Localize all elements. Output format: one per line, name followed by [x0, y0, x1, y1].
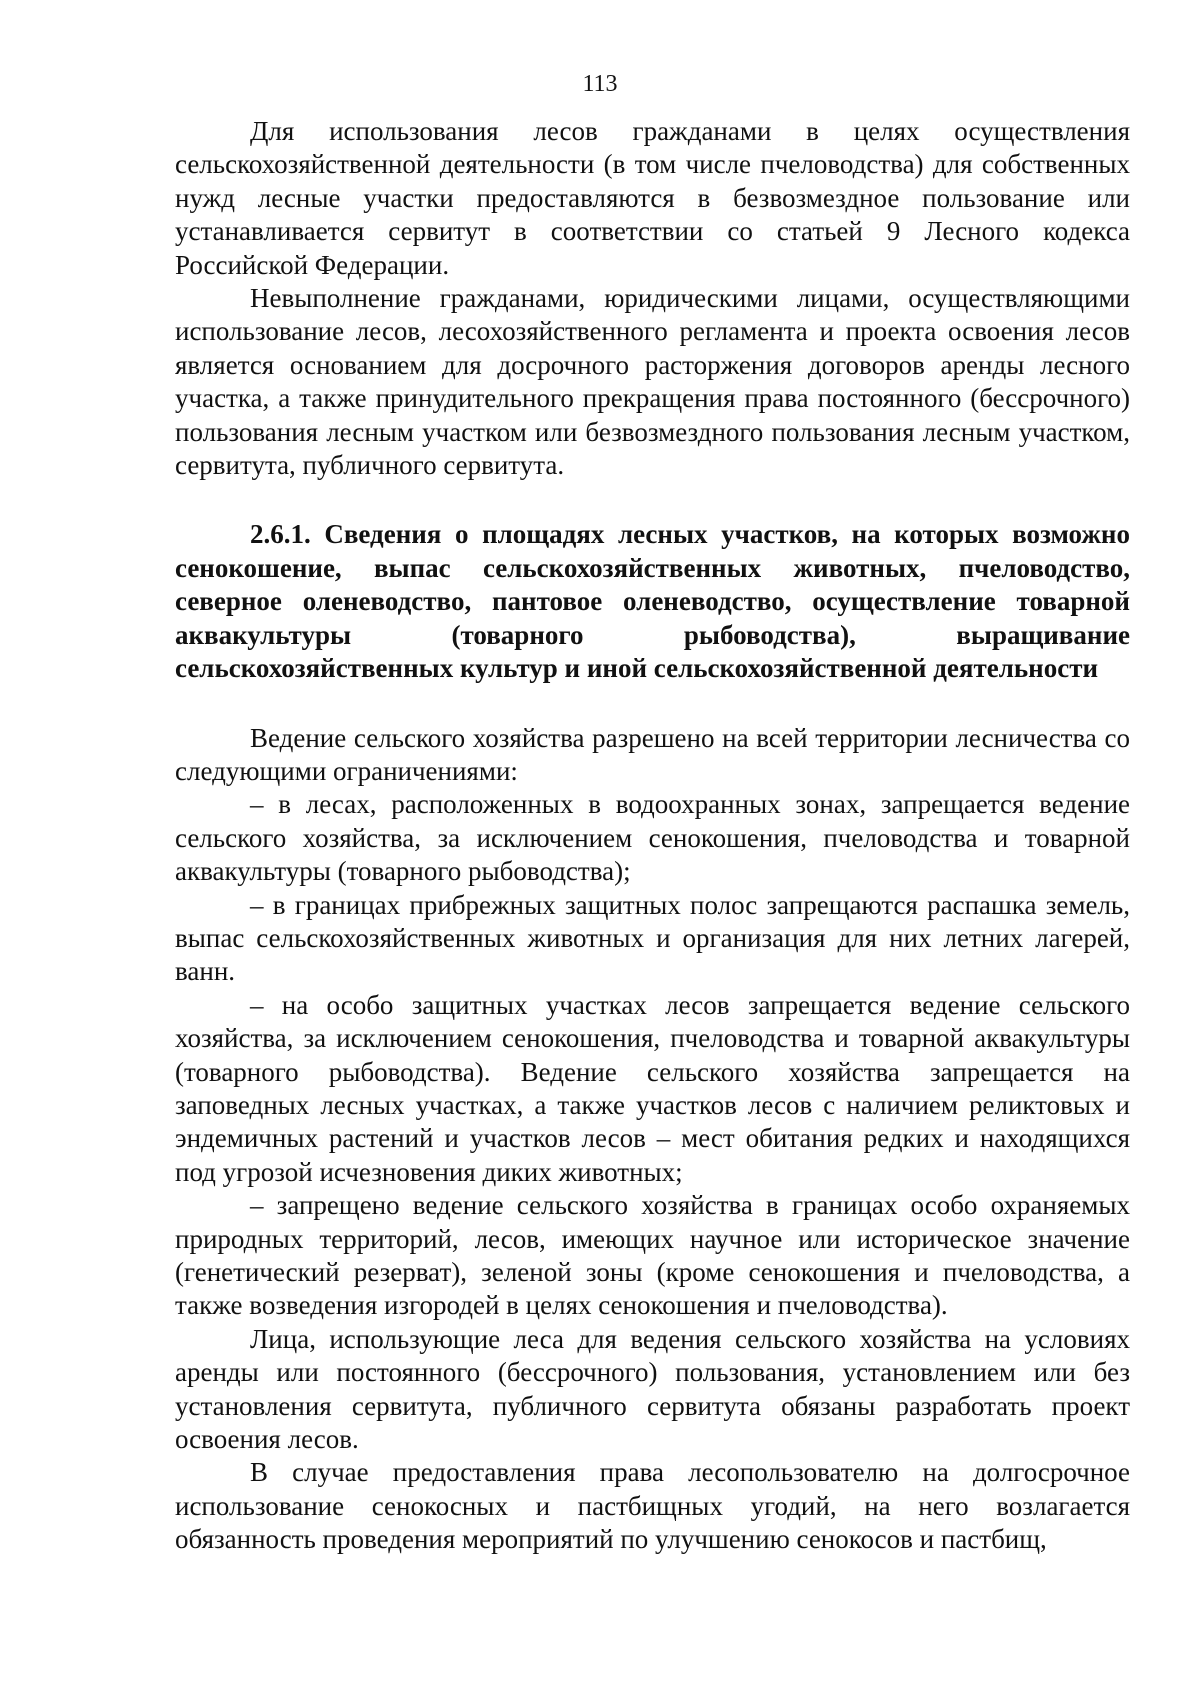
restriction-item: – в лесах, расположенных в водоохранных зонах, запрещается ведение сельского хозяйства, за исключением сенокошения, пчеловодства и товарной аквакультуры (товарного рыбоводства); [175, 789, 1130, 887]
paragraph-forest-development-project: Лица, использующие леса для ведения сельского хозяйства на условиях аренды или постоянного (бессрочного) пользования, установлением или без установления сервитута, публичного сервитута обязаны разработать проект освоения лесов. [175, 1323, 1130, 1455]
restriction-item: – запрещено ведение сельского хозяйства в границах особо охраняемых природных территорий, лесов, имеющих научное или историческое значение (генетический резерват), зеленой зоны (кроме сенокошения и пчеловодства, а также возведения изгородей в целях сенокошения и пчеловодства). [175, 1190, 1130, 1321]
section-heading: 2.6.1. Сведения о площадях лесных участков, на которых возможно сенокошение, выпас сельскохозяйственных животных, пчеловодство, северное оленеводство, пантовое оленеводство, осуществление товарной аквакультуры (товарного рыбоводства), выращивание сельскохозяйственных культур и иной сельскохозяйственной деятельности [175, 519, 1130, 684]
paragraph-non-compliance: Невыполнение гражданами, юридическими лицами, осуществляющими использование лесов, лесохозяйственного регламента и проекта освоения лесов является основанием для досрочного расторжения договоров аренды лесного участка, а также принудительного прекращения права постоянного (бессрочного) пользования лесным участком или безвозмездного пользования лесным участком, сервитута, публичного сервитута. [175, 283, 1130, 481]
restriction-item: – в границах прибрежных защитных полос запрещаются распашка земель, выпас сельскохозяйственных животных и организация для них летних лагерей, ванн. [175, 889, 1130, 987]
paragraph-forest-use-citizens: Для использования лесов гражданами в целях осуществления сельскохозяйственной деятельности (в том числе пчеловодства) для собственных нужд лесные участки предоставляются в безвозмездное пользование или устанавливается сервитут в соответствии со статьей 9 Лесного кодекса Российской Федерации. [175, 116, 1130, 280]
page-content [175, 115, 1130, 1557]
paragraph-agriculture-intro: Ведение сельского хозяйства разрешено на всей территории лесничества со следующими ограничениями: [175, 722, 1130, 786]
page-number: 113 [582, 71, 618, 97]
restriction-item: – на особо защитных участках лесов запрещается ведение сельского хозяйства, за исключением сенокошения, пчеловодства и товарной аквакультуры (товарного рыбоводства). Ведение сельского хозяйства запрещается на заповедных лесных участках, а также участков лесов с наличием реликтовых и эндемичных растений и участков лесов – мест обитания редких и находящихся под угрозой исчезновения диких животных; [175, 989, 1130, 1187]
paragraph-long-term-use: В случае предоставления права лесопользователю на долгосрочное использование сенокосных и пастбищных угодий, на него возлагается обязанность проведения мероприятий по улучшению сенокосов и пастбищ, [175, 1457, 1130, 1555]
